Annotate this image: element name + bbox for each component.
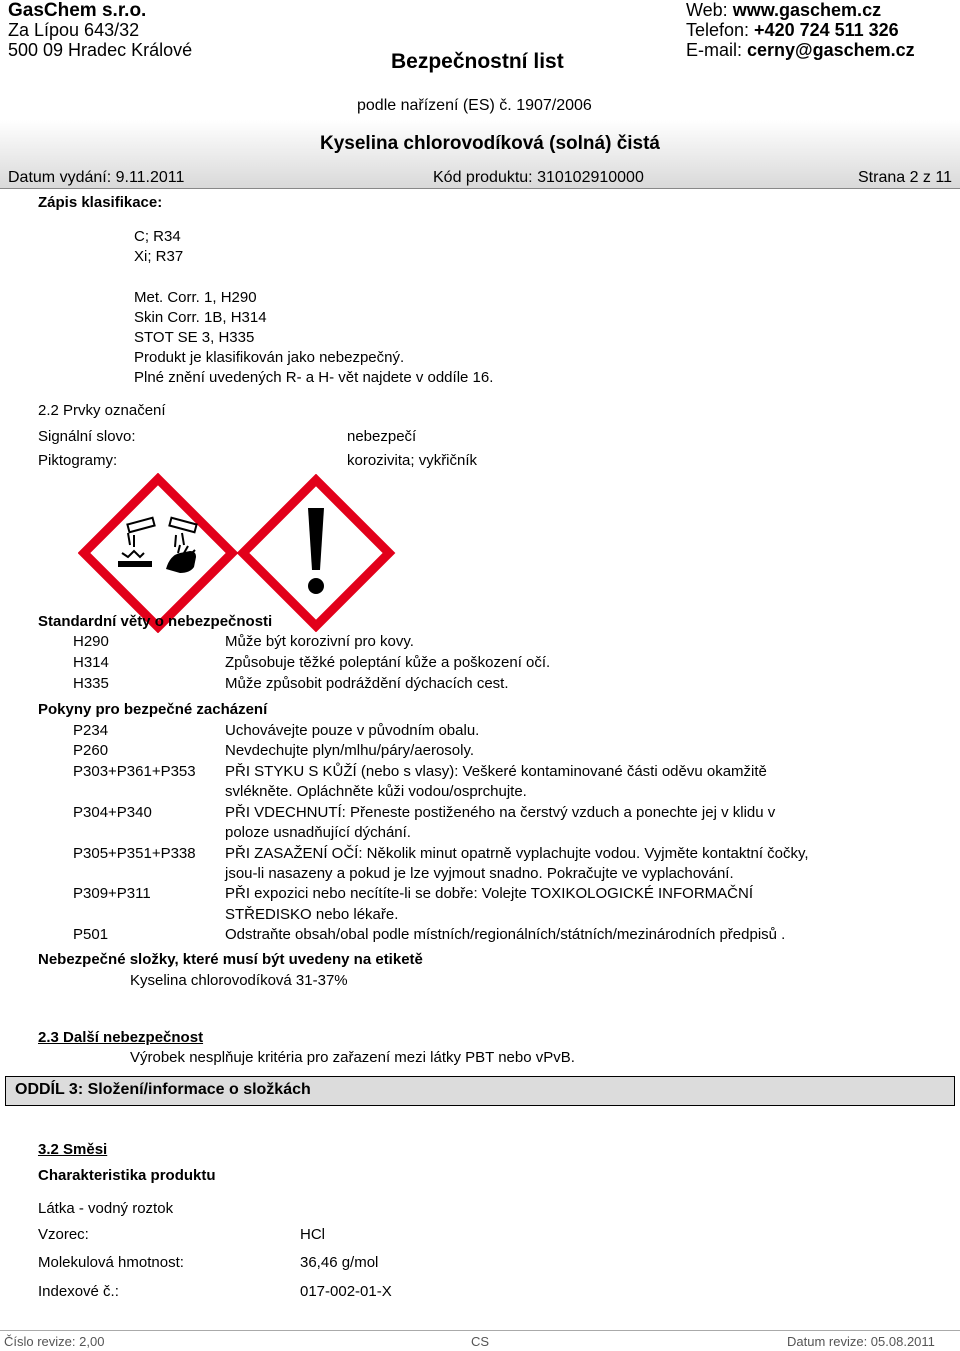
header-rule <box>0 188 960 189</box>
components-value: Kyselina chlorovodíková 31-37% <box>130 972 348 989</box>
regulation: podle nařízení (ES) č. 1907/2006 <box>357 97 592 114</box>
precaution-code: P501 <box>73 926 109 943</box>
precaution-text: Nevdechujte plyn/mlhu/páry/aerosoly. <box>225 742 475 759</box>
hazard-code: H290 <box>73 633 109 650</box>
precaution-text: PŘI STYKU S KŮŽÍ (nebo s vlasy): Veškeré kontaminované části oděvu okamžitě <box>225 763 767 780</box>
hazard-text: Způsobuje těžké poleptání kůže a poškození očí. <box>225 654 551 671</box>
molar-mass-label: Molekulová hmotnost: <box>38 1254 184 1271</box>
section-3-title: ODDÍL 3: Složení/informace o složkách <box>15 1081 311 1098</box>
other-hazards-text: Výrobek nesplňuje kritéria pro zařazení mezi látky PBT nebo vPvB. <box>130 1049 575 1066</box>
formula-label: Vzorec: <box>38 1226 89 1243</box>
hazard-code: H314 <box>73 654 109 671</box>
classification-note: Produkt je klasifikován jako nebezpečný. <box>134 349 405 366</box>
molar-mass-value: 36,46 g/mol <box>300 1254 379 1271</box>
phone-number: +420 724 511 326 <box>754 20 899 40</box>
revision-number: Číslo revize: 2,00 <box>4 1334 105 1349</box>
precautionary-heading: Pokyny pro bezpečné zacházení <box>38 701 268 718</box>
hazard-text: Může být korozivní pro kovy. <box>225 633 414 650</box>
address-line-2: 500 09 Hradec Králové <box>8 40 193 60</box>
precaution-code: P304+P340 <box>73 804 152 821</box>
precaution-text: Uchovávejte pouze v původním obalu. <box>225 722 480 739</box>
web-line <box>686 0 881 21</box>
corrosion-pictogram-icon <box>78 473 238 633</box>
precaution-text: PŘI ZASAŽENÍ OČÍ: Několik minut opatrně vyplachujte vodou. Vyjměte kontaktní čočky, <box>225 845 809 862</box>
phone-label: Telefon: <box>686 20 755 40</box>
web-link[interactable]: www.gaschem.cz <box>732 0 882 20</box>
precaution-code: P305+P351+P338 <box>73 845 196 862</box>
precaution-text: jsou-li nasazeny a pokud je lze vyjmout snadno. Pokračujte ve vyplachování. <box>225 865 734 882</box>
precaution-code: P234 <box>73 722 109 739</box>
address-line-1: Za Lípou 643/32 <box>8 20 140 40</box>
substance-description: Látka - vodný roztok <box>38 1200 174 1217</box>
precaution-code: P309+P311 <box>73 885 151 902</box>
h-class: STOT SE 3, H335 <box>134 329 255 346</box>
hazard-text: Může způsobit podráždění dýchacích cest. <box>225 675 509 692</box>
precaution-text: PŘI expozici nebo necítíte-li se dobře: Volejte TOXIKOLOGICKÉ INFORMAČNÍ <box>225 885 753 902</box>
language-code: CS <box>471 1334 490 1349</box>
r-phrase: Xi; R37 <box>134 248 184 265</box>
product-name: Kyselina chlorovodíková (solná) čistá <box>320 133 660 154</box>
web-label: Web: <box>686 0 733 20</box>
classification-label: Zápis klasifikace: <box>38 194 163 211</box>
email-line <box>686 40 915 61</box>
phone-line <box>686 20 899 41</box>
mixtures-heading: 3.2 Směsi <box>38 1141 108 1158</box>
r-phrase: C; R34 <box>134 228 181 245</box>
footer-rule <box>0 1330 960 1331</box>
signal-word: nebezpečí <box>347 428 417 445</box>
document-title: Bezpečnostní list <box>391 50 564 73</box>
signal-word-label: Signální slovo: <box>38 428 136 445</box>
pictograms-value: korozivita; vykřičník <box>347 452 478 469</box>
exclamation-pictogram-icon <box>236 474 396 632</box>
precaution-text: Odstraňte obsah/obal podle místních/regionálních/státních/mezinárodních předpisů . <box>225 926 786 943</box>
other-hazards-heading: 2.3 Další nebezpečnost <box>38 1029 204 1046</box>
index-number-label: Indexové č.: <box>38 1283 119 1300</box>
email-link[interactable]: cerny@gaschem.cz <box>747 40 915 60</box>
product-characteristic-heading: Charakteristika produktu <box>38 1167 216 1184</box>
email-label: E-mail: <box>686 40 748 60</box>
hazard-code: H335 <box>73 675 109 692</box>
index-number-value: 017-002-01-X <box>300 1283 392 1300</box>
precaution-code: P303+P361+P353 <box>73 763 196 780</box>
precaution-code: P260 <box>73 742 109 759</box>
labelling-heading: 2.2 Prvky označení <box>38 402 166 419</box>
company-name: GasChem s.r.o. <box>8 0 147 21</box>
formula-value: HCl <box>300 1226 325 1243</box>
product-code: Kód produktu: 310102910000 <box>433 169 644 186</box>
hazard-statements-heading: Standardní věty o nebezpečnosti <box>38 613 273 630</box>
h-class: Skin Corr. 1B, H314 <box>134 309 267 326</box>
revision-date: Datum revize: 05.08.2011 <box>787 1334 935 1349</box>
precaution-text: poloze usnadňující dýchání. <box>225 824 411 841</box>
pictograms-label: Piktogramy: <box>38 452 118 469</box>
classification-note: Plné znění uvedených R- a H- vět najdete v oddíle 16. <box>134 369 494 386</box>
precaution-text: PŘI VDECHNUTÍ: Přeneste postiženého na čerstvý vzduch a ponechte jej v klidu v <box>225 804 776 821</box>
issue-date: Datum vydání: 9.11.2011 <box>8 169 185 186</box>
h-class: Met. Corr. 1, H290 <box>134 289 257 306</box>
components-heading: Nebezpečné složky, které musí být uvedeny na etiketě <box>38 951 423 968</box>
precaution-text: svlékněte. Opláchněte kůži vodou/osprchujte. <box>225 783 527 800</box>
precaution-text: STŘEDISKO nebo lékaře. <box>225 906 399 923</box>
page-number: Strana 2 z 11 <box>858 169 952 186</box>
